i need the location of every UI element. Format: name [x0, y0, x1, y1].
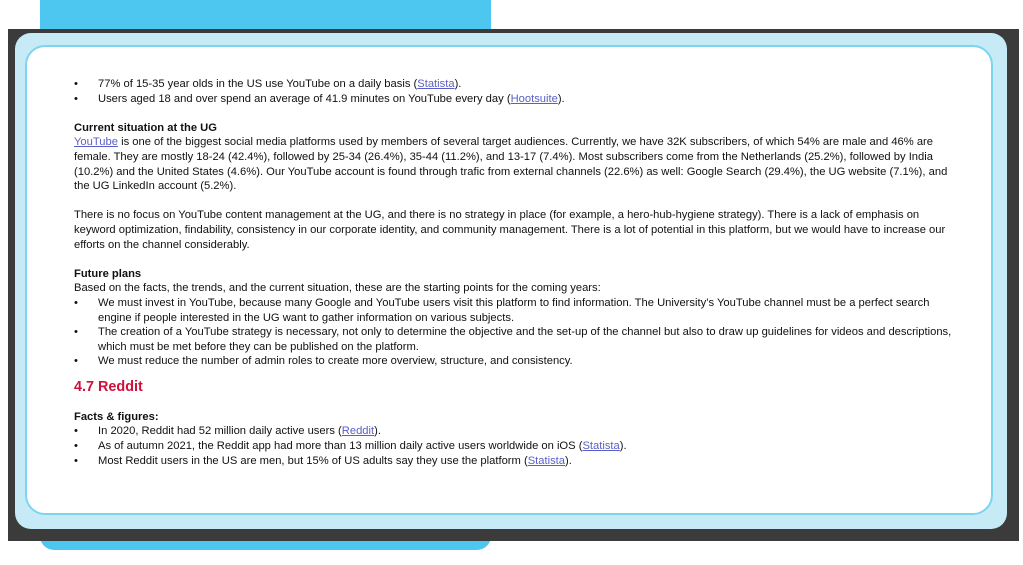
list-item-text: 77% of 15-35 year olds in the US use YouTube on a daily basis ( — [98, 78, 418, 90]
list-item — [74, 77, 954, 92]
list-item-text: Most Reddit users in the US are men, but 15% of US adults say they use the platform ( — [98, 454, 528, 467]
list-item — [74, 454, 954, 469]
list-item-text: We must invest in YouTube, because many Google and YouTube users visit this platform to find information. The University’s YouTube channel must be a perfect search engine if people interested in the UG want to gather information on various subjects. — [98, 296, 930, 324]
source-link-reddit[interactable]: Reddit — [341, 425, 375, 438]
list-item-text-end: ). — [619, 440, 627, 453]
list-item-text: As of autumn 2021, the Reddit app had more than 13 million daily active users worldwide on iOS ( — [98, 440, 583, 453]
bullet-marker: • — [74, 92, 78, 105]
youtube-link[interactable]: YouTube — [74, 136, 118, 149]
bullet-marker: • — [74, 326, 78, 339]
list-item-text-end: ). — [454, 78, 462, 90]
list-item-text: In 2020, Reddit had 52 million daily active users ( — [98, 425, 342, 438]
list-item-text-end: ). — [374, 425, 381, 438]
current-situation-heading: Current situation at the UG — [74, 121, 217, 134]
list-item — [74, 354, 954, 369]
list-item — [74, 296, 954, 325]
bullet-marker: • — [74, 78, 78, 90]
list-item — [74, 424, 954, 439]
bullet-marker: • — [74, 355, 78, 368]
facts-heading: Facts & figures: — [74, 410, 159, 423]
future-plans-intro: Based on the facts, the trends, and the current situation, these are the starting points for the coming years: — [74, 282, 601, 295]
document-content — [74, 77, 954, 468]
bullet-marker: • — [74, 440, 78, 453]
list-item-text: Users aged 18 and over spend an average of 41.9 minutes on YouTube every day ( — [98, 92, 511, 105]
current-situation-paragraph — [74, 135, 954, 193]
list-item-text: The creation of a YouTube strategy is necessary, not only to determine the objective and the set-up of the channel but also to draw up guidelines for videos and descriptions, which must be met before they can be published on the platform. — [98, 326, 952, 353]
bullet-marker: • — [74, 296, 78, 309]
bullet-marker: • — [74, 425, 78, 438]
list-item — [74, 92, 954, 107]
list-item-text-end: ). — [557, 92, 565, 105]
list-item-text-end: ). — [565, 454, 572, 467]
reddit-section-title: 4.7 Reddit — [74, 378, 143, 395]
source-link-statista[interactable]: Statista — [417, 78, 455, 90]
list-item — [74, 325, 954, 354]
future-plans-heading: Future plans — [74, 267, 142, 280]
list-item — [74, 439, 954, 454]
source-link-statista[interactable]: Statista — [527, 454, 565, 467]
list-item-text: We must reduce the number of admin roles to create more overview, structure, and consistency. — [98, 355, 573, 368]
source-link-statista[interactable]: Statista — [582, 440, 620, 453]
source-link-hootsuite[interactable]: Hootsuite — [510, 92, 558, 105]
management-paragraph: There is no focus on YouTube content management at the UG, and there is no strategy in place (for example, a hero-hub-hygiene strategy). There is a lack of emphasis on keyword optimization, findability, consistency in our corporate identity, and community management. There is a lot of potential in this platform, but we would have to increase our efforts on the channel considerably. — [74, 209, 946, 251]
paragraph-text: is one of the biggest social media platforms used by members of several target audiences. Currently, we have 32K subscribers, of which 54% are male and 46% are female. They are mostly 18-24 (42.4%), followed by 25-34 (26.4%), 35-44 (11.2%), and 13-17 (7.4%). Most subscribers come from the Netherlands (25.2%), followed by India (10.2%) and the United States (4.6%). Our YouTube account is found through trafic from external channels (22.6%) as well: Google Search (29.4%), the UG website (7.1%), and the UG LinkedIn account (5.2%). — [74, 136, 948, 193]
bullet-marker: • — [74, 454, 78, 467]
